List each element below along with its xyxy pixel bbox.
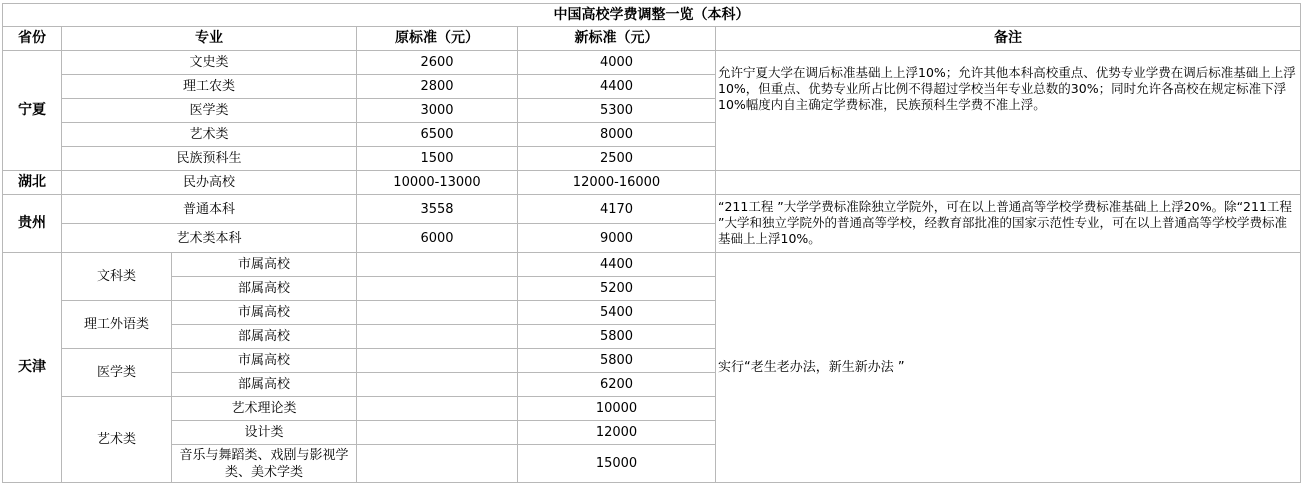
header-new-standard: 新标准（元） xyxy=(518,27,716,51)
old-standard-cell xyxy=(357,349,518,373)
note-ningxia: 允许宁夏大学在调后标准基础上上浮10%；允许其他本科高校重点、优势专业学费在调后标准基础上上浮10%，但重点、优势专业所占比例不得超过学校当年专业总数的30%；同时允许各高校在规定标准下浮10%幅度内自主确定学费标准，民族预科生学费不准上浮。 xyxy=(716,51,1301,171)
old-standard-cell: 1500 xyxy=(357,147,518,171)
major-cell: 理工农类 xyxy=(62,75,357,99)
table-title: 中国高校学费调整一览（本科） xyxy=(2,3,1301,27)
tuition-table xyxy=(2,3,1301,483)
old-standard-cell xyxy=(357,373,518,397)
new-standard-cell: 5800 xyxy=(518,325,716,349)
new-standard-cell: 4000 xyxy=(518,51,716,75)
old-standard-cell xyxy=(357,301,518,325)
old-standard-cell: 2800 xyxy=(357,75,518,99)
new-standard-cell: 5400 xyxy=(518,301,716,325)
province-hubei: 湖北 xyxy=(2,171,62,195)
header-province: 省份 xyxy=(2,27,62,51)
major-cell: 普通本科 xyxy=(62,195,357,224)
province-guizhou: 贵州 xyxy=(2,195,62,253)
category-cell: 文科类 xyxy=(62,253,172,301)
new-standard-cell: 8000 xyxy=(518,123,716,147)
province-tianjin: 天津 xyxy=(2,253,62,483)
note-hubei-empty xyxy=(716,171,1301,195)
new-standard-cell: 12000-16000 xyxy=(518,171,716,195)
old-standard-cell: 6000 xyxy=(357,224,518,253)
header-major: 专业 xyxy=(62,27,357,51)
category-cell: 艺术类 xyxy=(62,397,172,483)
old-standard-cell: 3000 xyxy=(357,99,518,123)
old-standard-cell: 6500 xyxy=(357,123,518,147)
old-standard-cell xyxy=(357,277,518,301)
new-standard-cell: 5300 xyxy=(518,99,716,123)
new-standard-cell: 12000 xyxy=(518,421,716,445)
subcategory-cell: 市属高校 xyxy=(172,349,357,373)
old-standard-cell xyxy=(357,445,518,483)
new-standard-cell: 4170 xyxy=(518,195,716,224)
new-standard-cell: 5200 xyxy=(518,277,716,301)
major-cell: 医学类 xyxy=(62,99,357,123)
subcategory-cell: 部属高校 xyxy=(172,325,357,349)
major-cell: 民族预科生 xyxy=(62,147,357,171)
major-cell: 民办高校 xyxy=(62,171,357,195)
subcategory-cell: 部属高校 xyxy=(172,277,357,301)
subcategory-cell: 部属高校 xyxy=(172,373,357,397)
old-standard-cell: 2600 xyxy=(357,51,518,75)
subcategory-cell: 设计类 xyxy=(172,421,357,445)
major-cell: 艺术类本科 xyxy=(62,224,357,253)
new-standard-cell: 4400 xyxy=(518,253,716,277)
category-cell: 医学类 xyxy=(62,349,172,397)
old-standard-cell xyxy=(357,325,518,349)
subcategory-cell: 艺术理论类 xyxy=(172,397,357,421)
major-cell: 文史类 xyxy=(62,51,357,75)
subcategory-cell: 音乐与舞蹈类、戏剧与影视学类、美术学类 xyxy=(172,445,357,483)
new-standard-cell: 10000 xyxy=(518,397,716,421)
note-guizhou: “211工程 ”大学学费标准除独立学院外，可在以上普通高等学校学费标准基础上上浮20%。除“211工程 ”大学和独立学院外的普通高等学校，经教育部批准的国家示范性专业，可在以上普通高等学校学费标准基础上上浮10%。 xyxy=(716,195,1301,253)
old-standard-cell xyxy=(357,253,518,277)
major-cell: 艺术类 xyxy=(62,123,357,147)
old-standard-cell: 3558 xyxy=(357,195,518,224)
note-tianjin: 实行“老生老办法，新生新办法 ” xyxy=(716,253,1301,483)
new-standard-cell: 4400 xyxy=(518,75,716,99)
subcategory-cell: 市属高校 xyxy=(172,301,357,325)
old-standard-cell xyxy=(357,421,518,445)
new-standard-cell: 15000 xyxy=(518,445,716,483)
new-standard-cell: 9000 xyxy=(518,224,716,253)
old-standard-cell: 10000-13000 xyxy=(357,171,518,195)
new-standard-cell: 2500 xyxy=(518,147,716,171)
province-ningxia: 宁夏 xyxy=(2,51,62,171)
old-standard-cell xyxy=(357,397,518,421)
new-standard-cell: 5800 xyxy=(518,349,716,373)
new-standard-cell: 6200 xyxy=(518,373,716,397)
category-cell: 理工外语类 xyxy=(62,301,172,349)
header-note: 备注 xyxy=(716,27,1301,51)
subcategory-cell: 市属高校 xyxy=(172,253,357,277)
header-old-standard: 原标准（元） xyxy=(357,27,518,51)
